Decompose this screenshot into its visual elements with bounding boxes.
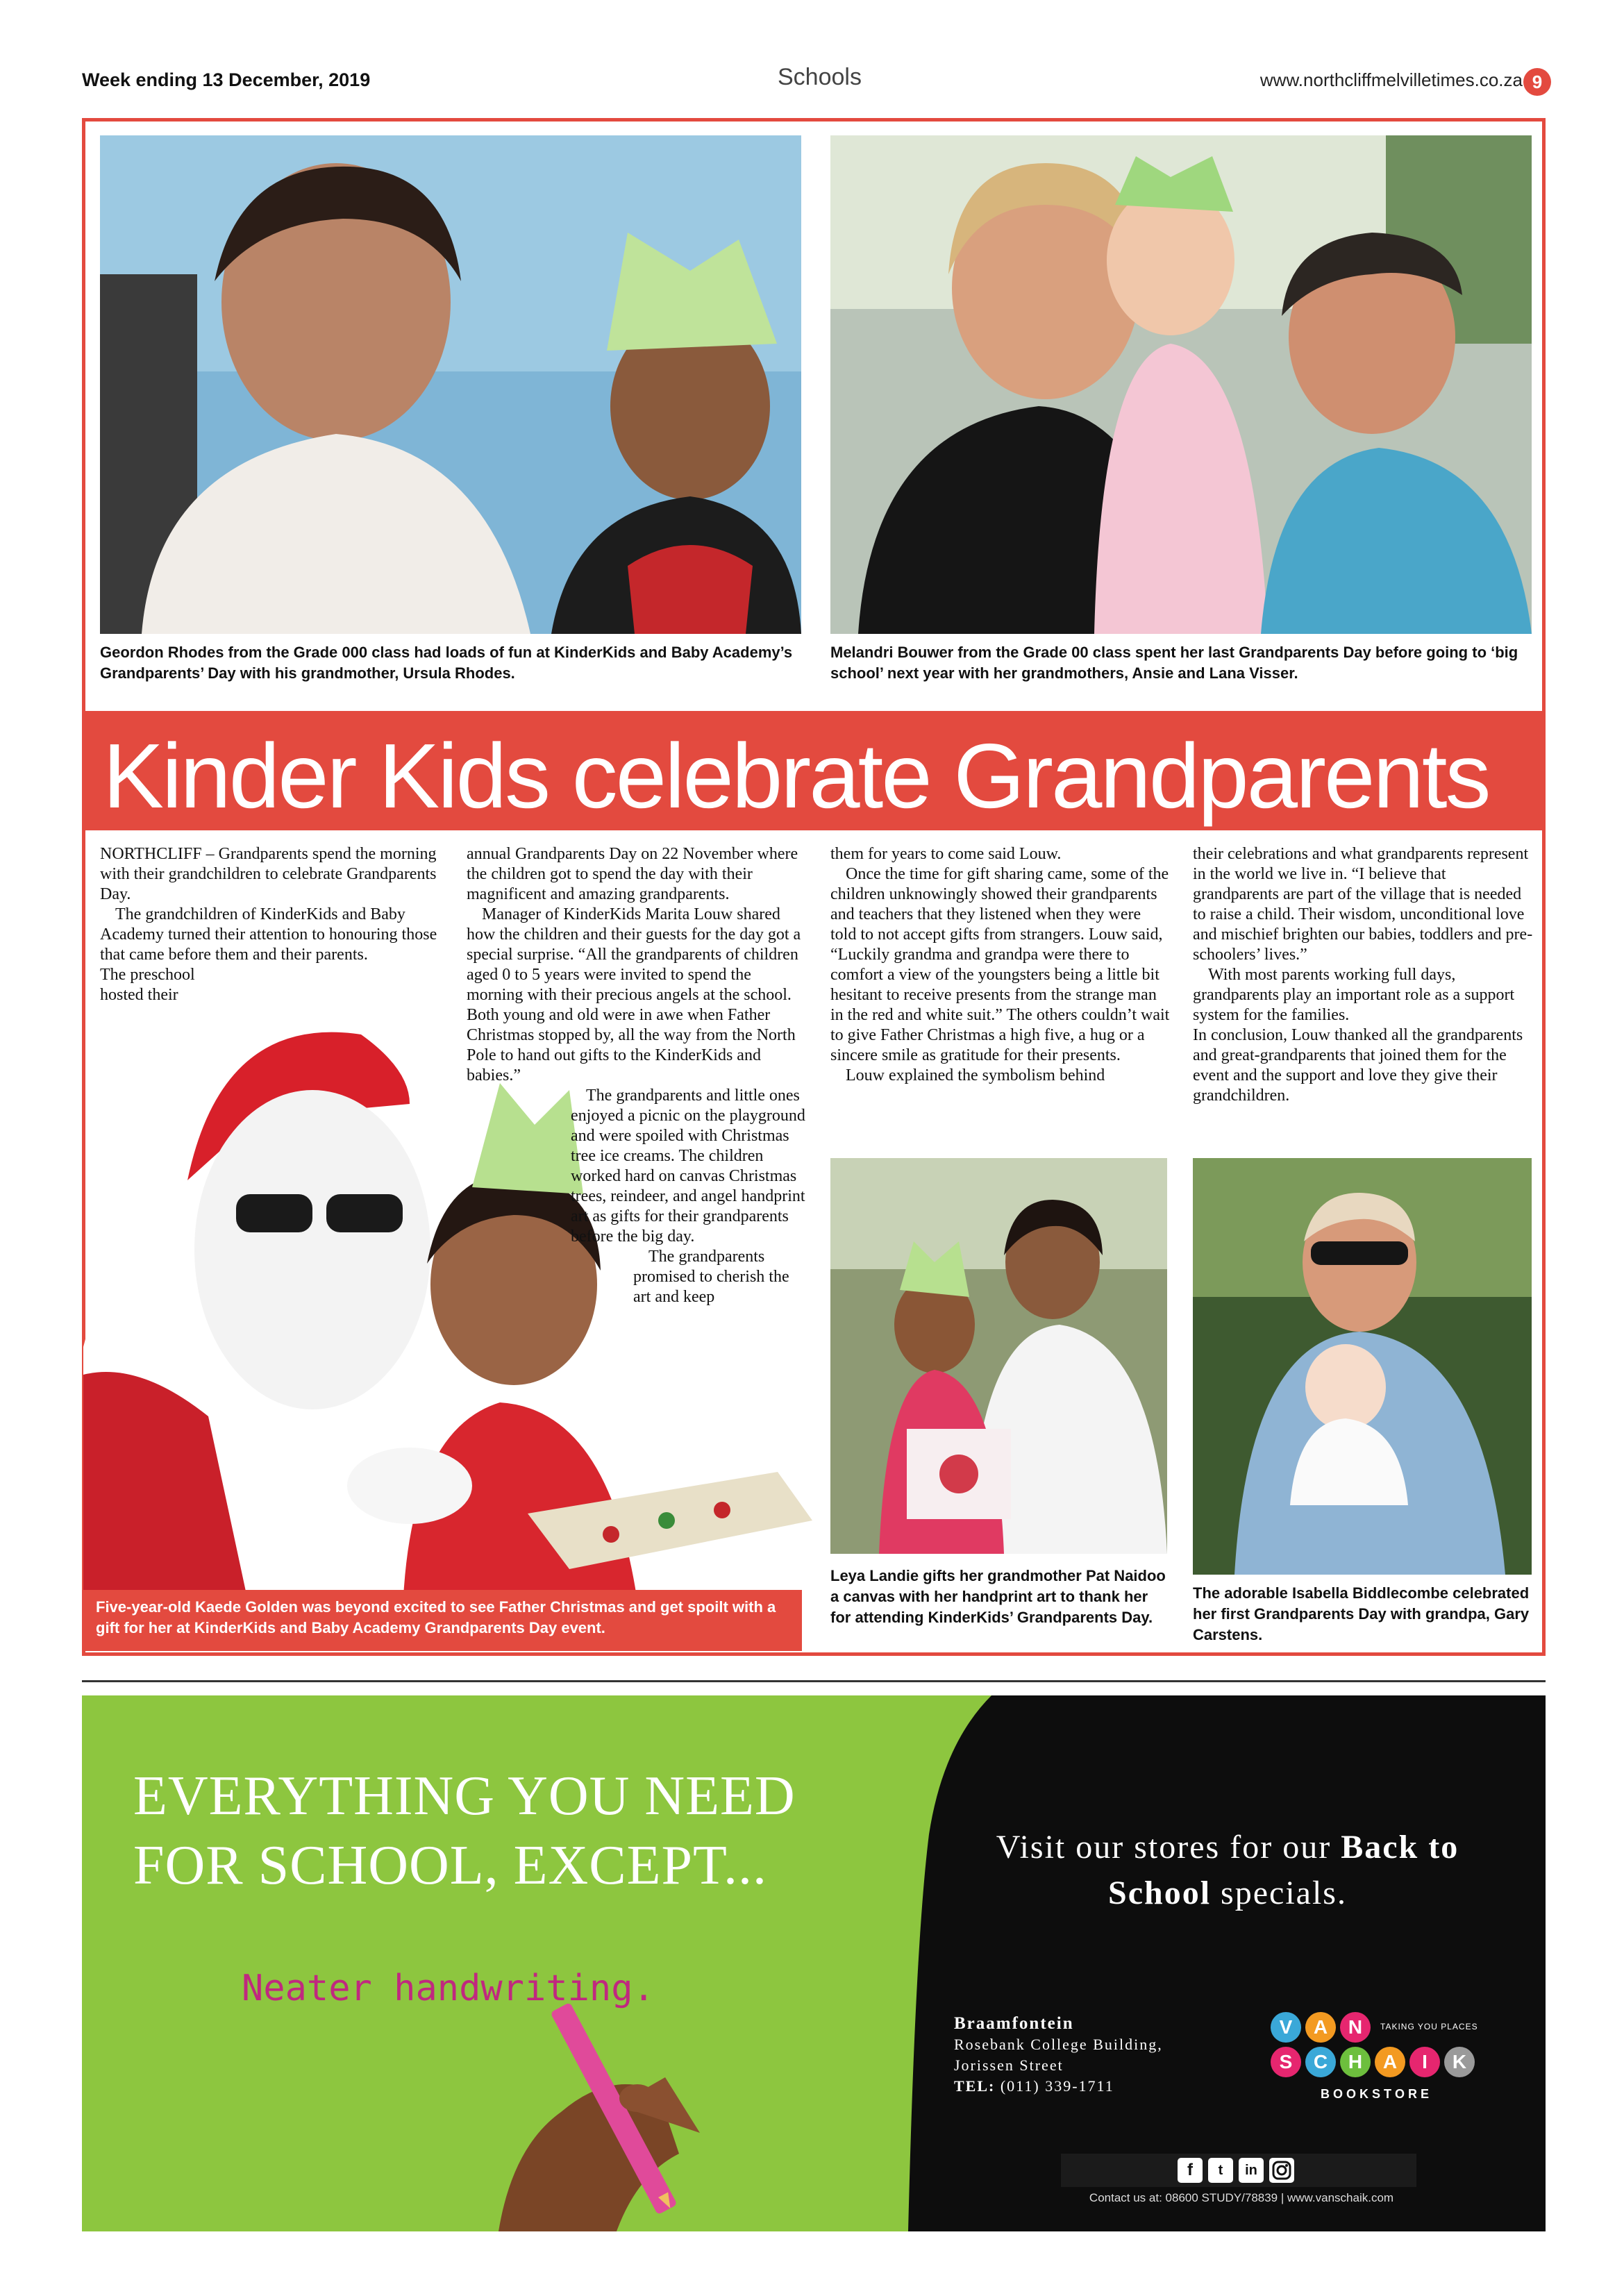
article-paragraph: With most parents working full days, grandparents play an important role as a support system for the families.: [1193, 966, 1515, 1024]
ad-handwriting-text: Neater handwriting.: [242, 1968, 655, 2009]
van-schaik-advert[interactable]: [82, 1695, 1546, 2231]
article-paragraph: Louw explained the symbolism behind: [846, 1066, 1105, 1084]
instagram-icon[interactable]: [1269, 2158, 1294, 2183]
logo-letter: S: [1271, 2047, 1301, 2077]
issue-date: Week ending 13 December, 2019: [82, 69, 371, 90]
ad-visit-suffix: specials.: [1211, 1875, 1347, 1911]
ad-visit-prefix: Visit our stores for our: [996, 1829, 1341, 1866]
headline-band: [82, 711, 1546, 830]
tel-label: TEL:: [954, 2077, 996, 2095]
article-column-3: [830, 844, 1171, 1086]
article-paragraph: them for years to come said Louw.: [830, 845, 1062, 863]
ad-headline-line2: FOR SCHOOL, EXCEPT...: [133, 1835, 767, 1896]
article-paragraph: Once the time for gift sharing came, some of the children unknowingly showed their grandparents and teachers that they listened when they were told to not accept gifts from strangers. Louw said, “Luckily grandma and grandpa were there to comfort a view of the youngsters being a little bit hesitant to receive presents from the strange man in the red and white suit.” The others couldn’t wait to give Father Christmas a high five, a hug or a sincere smile as gratitude for their presents.: [830, 865, 1170, 1064]
article-paragraph: The grandchildren of KinderKids and Baby Academy turned their attention to honouring those that came before them and their parents.: [100, 905, 437, 964]
store-address-line2: Jorissen Street: [954, 2056, 1064, 2074]
ad-store-details: [954, 2013, 1163, 2097]
photo-melandri-bouwer: [830, 135, 1532, 634]
logo-letter: V: [1271, 2012, 1301, 2043]
photo-leya-landie: [830, 1158, 1167, 1554]
article-paragraph: their celebrations and what grandparents represent in the world we live in. “I believe that grandparents are part of the village that is needed to raise a child. Their wisdom, unconditional love and mischief brighten our babies, toddlers and pre-schoolers’ lives.”: [1193, 845, 1533, 964]
website-link[interactable]: www.northcliffmelvilletimes.co.za: [1259, 69, 1523, 90]
ad-contact-line[interactable]: Contact us at: 08600 STUDY/78839 | www.vanschaik.com: [1089, 2191, 1394, 2204]
ad-black-panel: [908, 1695, 1546, 2231]
caption-santa-kaede: Five-year-old Kaede Golden was beyond excited to see Father Christmas and get spoilt with a gift for her at KinderKids and Baby Academy Grandparents Day event.: [83, 1590, 802, 1651]
logo-letter: K: [1444, 2047, 1475, 2077]
article-paragraph: Manager of KinderKids Marita Louw shared how the children and their guests for the day got a special surprise. “All the grandparents of children aged 0 to 5 years were invited to spend the morning with their precious angels at the school. Both young and old were in awe when Father Christmas stopped by, all the way from the North Pole to hand out gifts to the KinderKids and babies.”: [467, 905, 801, 1084]
caption-leya-landie: Leya Landie gifts her grandmother Pat Naidoo a canvas with her handprint art to thank her for attending KinderKids’ Grandparents Day.: [830, 1567, 1166, 1626]
logo-letter: I: [1409, 2047, 1440, 2077]
article-paragraph: NORTHCLIFF – Grandparents spend the morning with their grandchildren to celebrate Grandparents Day.: [100, 845, 437, 903]
article-paragraph: The preschool hosted their: [100, 966, 195, 1004]
facebook-icon[interactable]: f: [1178, 2158, 1203, 2183]
section-title: Schools: [778, 64, 862, 90]
store-telephone[interactable]: [954, 2076, 1163, 2097]
page-number-badge: 9: [1523, 68, 1551, 96]
logo-letter: C: [1305, 2047, 1336, 2077]
store-address-line1: Rosebank College Building,: [954, 2036, 1163, 2053]
photo-geordon-rhodes: [100, 135, 801, 634]
article-headline: Kinder Kids celebrate Grandparents: [103, 725, 1489, 827]
ad-visit-bold: Back to School: [1108, 1829, 1459, 1911]
photo-isabella-biddlecombe: [1193, 1158, 1532, 1575]
logo-letter: N: [1340, 2012, 1371, 2043]
caption-geordon-rhodes: Geordon Rhodes from the Grade 000 class had loads of fun at KinderKids and Baby Academy’s Grandparents’ Day with his grandmother, Ursula Rhodes.: [100, 644, 793, 682]
logo-letter: H: [1340, 2047, 1371, 2077]
logo-letter: A: [1305, 2012, 1336, 2043]
article-paragraph: In conclusion, Louw thanked all the grandparents and great-grandparents that joined them for the event and the support and love they give their grandchildren.: [1193, 1026, 1523, 1105]
article-paragraph: The grandparents and little ones enjoyed a picnic on the playground and were spoiled with Christmas tree ice creams. The children worked hard on canvas Christmas trees, reindeer, and angel handprint art as gifts for their grandparents before the big day.: [571, 1087, 805, 1246]
caption-melandri-bouwer: Melandri Bouwer from the Grade 00 class spent her last Grandparents Day before going to ‘big school’ next year with her grandmothers, Ansie and Lana Visser.: [830, 644, 1518, 682]
tel-number: (011) 339-1711: [1000, 2077, 1114, 2095]
article-paragraph: The grandparents promised to cherish the art and keep: [633, 1248, 789, 1306]
article-column-4: [1193, 844, 1533, 1106]
caption-isabella-biddlecombe: The adorable Isabella Biddlecombe celebrated her first Grandparents Day with grandpa, Gary Carstens.: [1193, 1584, 1530, 1643]
logo-letter: A: [1375, 2047, 1405, 2077]
twitter-icon[interactable]: t: [1208, 2158, 1233, 2183]
social-icons-bar: [1061, 2154, 1416, 2187]
van-schaik-logo[interactable]: [1271, 2012, 1507, 2109]
section-divider: [82, 1680, 1546, 1682]
article-column-2: [467, 844, 807, 1307]
linkedin-icon[interactable]: in: [1239, 2158, 1264, 2183]
logo-tagline: TAKING YOU PLACES: [1380, 2022, 1478, 2031]
store-name: Braamfontein: [954, 2014, 1074, 2033]
logo-bookstore: B O O K S T O R E: [1320, 2087, 1429, 2101]
article-column-1: [100, 844, 440, 1005]
hand-with-pencil-illustration: [499, 1987, 790, 2231]
article-paragraph: annual Grandparents Day on 22 November where the children got to spend the day with their magnificent and amazing grandparents.: [467, 845, 798, 903]
ad-visit-text: [964, 1825, 1491, 1916]
ad-headline-line1: EVERYTHING YOU NEED: [133, 1766, 796, 1827]
